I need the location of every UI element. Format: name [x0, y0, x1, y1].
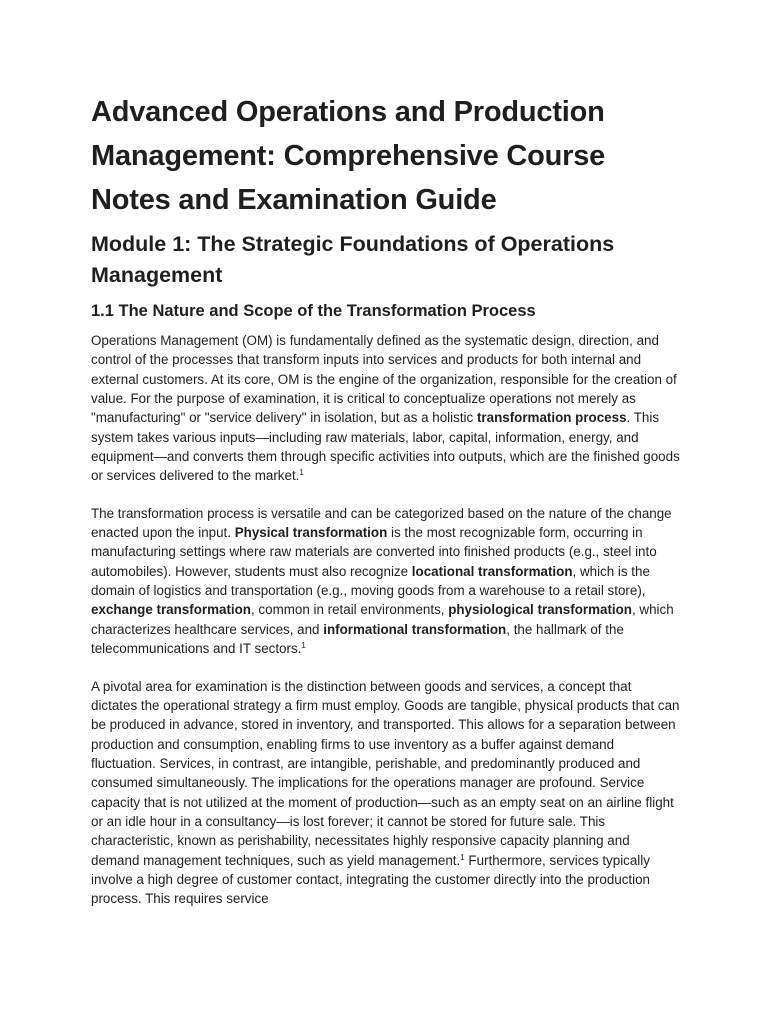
term-informational-transformation: informational transformation [323, 621, 507, 637]
term-physiological-transformation: physiological transformation [448, 602, 632, 618]
paragraph-text: , the hallmark of the telecommunications and IT sectors. [91, 621, 624, 657]
paragraph-text: , which is the domain of logistics and transportation (e.g., moving goods from a warehouse to a retail store), [91, 563, 650, 599]
paragraph-text: . This system takes various inputs—including raw materials, labor, capital, information, energy, and equipment—and converts them through specific activities into outputs, which are the finished goods or services delivered to the market. [91, 410, 680, 484]
module-heading: Module 1: The Strategic Foundations of Operations Management [91, 232, 615, 287]
paragraph-text: The transformation process is versatile and can be categorized based on the nature of the change enacted upon the input. [91, 505, 672, 541]
paragraph-text: Furthermore, services typically involve a high degree of customer contact, integrating the customer directly into the production process. This requires service [91, 852, 651, 907]
paragraph-text: is the most recognizable form, occurring in manufacturing settings where raw materials are converted into finished products (e.g., steel into automobiles). However, students must also recognize [91, 525, 657, 579]
paragraph-goods-vs-services [91, 677, 680, 909]
citation-reference: 1 [301, 641, 306, 651]
section-heading: 1.1 The Nature and Scope of the Transformation Process [91, 302, 536, 320]
paragraph-text: , which characterizes healthcare services, and [91, 602, 674, 637]
citation-reference: 1 [299, 468, 304, 478]
citation-reference: 1 [460, 852, 465, 862]
paragraph-transformation-process [91, 331, 680, 486]
paragraph-text: , common in retail environments, [250, 602, 449, 618]
term-locational-transformation: locational transformation [411, 563, 573, 579]
paragraph-transformation-types [91, 504, 680, 659]
term-exchange-transformation: exchange transformation [91, 602, 251, 618]
paragraph-text: A pivotal area for examination is the distinction between goods and services, a concept that dictates the operational strategy a firm must employ. Goods are tangible, physical products that can be produced in advance, stored in inventory, and transported. This allows for a separation between production and consumption, enabling firms to use inventory as a buffer against demand fluctuation. Services, in contrast, are intangible, perishable, and predominantly produced and consumed simultaneously. The implications for the operations manager are profound. Service capacity that is not utilized at the moment of production—such as an empty seat on an airline flight or an idle hour in a consultancy—is lost forever; it cannot be stored for future sale. This characteristic, known as perishability, necessitates highly responsive capacity planning and demand management techniques, such as yield management. [91, 678, 680, 868]
term-physical-transformation: Physical transformation [234, 525, 388, 541]
term-transformation-process: transformation process [476, 410, 627, 426]
document-title: Advanced Operations and Production Management: Comprehensive Course Notes and Examination Guide [91, 96, 606, 216]
paragraph-text: Operations Management (OM) is fundamentally defined as the systematic design, direction, and control of the processes that transform inputs into services and products for both internal and external customers. At its core, OM is the engine of the organization, responsible for the creation of value. For the purpose of examination, it is critical to conceptualize operations not merely as "manufacturing" or "service delivery" in isolation, but as a holistic [91, 333, 677, 426]
